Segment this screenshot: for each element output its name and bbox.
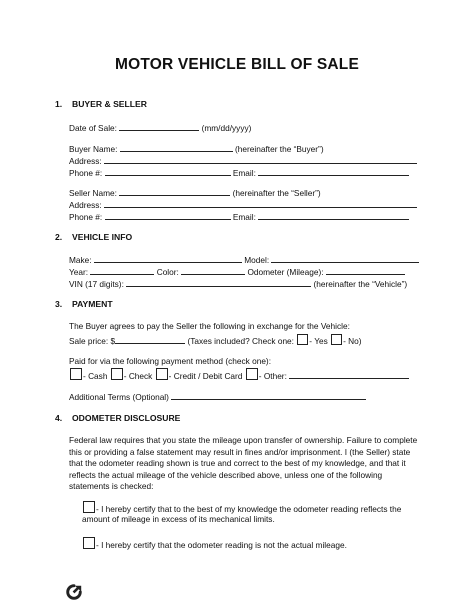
model-label: Model: <box>244 255 270 265</box>
check-checkbox[interactable] <box>111 368 123 380</box>
seller-name-row <box>69 187 321 198</box>
section-number: 1. <box>55 99 63 109</box>
taxes-yes-label: - Yes <box>309 336 328 346</box>
cash-label: - Cash <box>83 371 108 381</box>
section-heading-payment <box>55 299 113 309</box>
other-checkbox[interactable] <box>246 368 258 380</box>
seller-email-field[interactable] <box>258 211 409 220</box>
vin-label: VIN (17 digits): <box>69 279 124 289</box>
odometer-label: Odometer (Mileage): <box>247 267 324 277</box>
credit-label: - Credit / Debit Card <box>168 371 243 381</box>
date-field[interactable] <box>119 122 199 131</box>
taxes-no-checkbox[interactable] <box>331 334 342 345</box>
section-title: BUYER & SELLER <box>72 99 147 109</box>
seller-email-label: Email: <box>232 212 256 222</box>
buyer-name-field[interactable] <box>120 143 233 152</box>
section-title: VEHICLE INFO <box>72 232 133 242</box>
buyer-email-label: Email: <box>232 168 256 178</box>
section-number: 4. <box>55 413 63 423</box>
odometer-field[interactable] <box>326 266 405 275</box>
buyer-email-field[interactable] <box>258 167 409 176</box>
buyer-address-label: Address: <box>69 156 102 166</box>
buyer-contact-row <box>69 167 409 178</box>
seller-address-field[interactable] <box>104 199 417 208</box>
odometer-statement-2 <box>82 537 347 550</box>
model-field[interactable] <box>271 254 419 263</box>
seller-address-row <box>69 199 417 210</box>
vin-row <box>69 278 407 289</box>
year-color-odometer-row <box>69 266 405 277</box>
buyer-name-label: Buyer Name: <box>69 144 118 154</box>
color-label: Color: <box>156 267 179 277</box>
make-field[interactable] <box>94 254 242 263</box>
sale-price-field[interactable] <box>115 335 185 344</box>
forms-logo-icon <box>65 583 83 601</box>
year-label: Year: <box>69 267 89 277</box>
section-heading-odometer-disclosure <box>55 413 180 423</box>
section-title: PAYMENT <box>72 299 113 309</box>
additional-terms-label: Additional Terms (Optional) <box>69 392 169 402</box>
seller-name-field[interactable] <box>119 187 230 196</box>
date-format-hint: (mm/dd/yyyy) <box>201 123 252 133</box>
date-label: Date of Sale: <box>69 123 117 133</box>
section-title: ODOMETER DISCLOSURE <box>72 413 181 423</box>
seller-suffix: (hereinafter the “Seller”) <box>232 188 321 198</box>
seller-contact-row <box>69 211 409 222</box>
odometer-disclosure-paragraph: Federal law requires that you state the mileage upon transfer of ownership. Failure to complete this or providing a false statement may result in fines and/or imprisonment. I (the Seller) state that the odometer reading shown is true and correct to the best of my knowledge, and that it reflects the actual mileage of the vehicle described above, unless one of the following statements is checked: <box>69 435 418 492</box>
date-of-sale-row <box>69 122 251 133</box>
payment-intro: The Buyer agrees to pay the Seller the following in exchange for the Vehicle: <box>69 321 350 331</box>
additional-terms-field[interactable] <box>171 391 366 400</box>
sale-price-row <box>69 334 362 346</box>
section-heading-vehicle-info <box>55 232 132 242</box>
other-label: - Other: <box>258 371 287 381</box>
buyer-phone-field[interactable] <box>105 167 231 176</box>
check-label: - Check <box>123 371 153 381</box>
make-label: Make: <box>69 255 92 265</box>
section-number: 3. <box>55 299 63 309</box>
buyer-suffix: (hereinafter the “Buyer”) <box>235 144 324 154</box>
vin-suffix: (hereinafter the “Vehicle”) <box>313 279 408 289</box>
section-number: 2. <box>55 232 63 242</box>
payment-method-row <box>69 368 409 381</box>
seller-address-label: Address: <box>69 200 102 210</box>
credit-card-checkbox[interactable] <box>156 368 168 380</box>
year-field[interactable] <box>90 266 154 275</box>
statement-1-line-2: amount of mileage in excess of its mechanical limits. <box>82 514 275 524</box>
taxes-no-label: - No) <box>343 336 362 346</box>
cash-checkbox[interactable] <box>70 368 82 380</box>
buyer-phone-label: Phone #: <box>69 168 103 178</box>
statement-2-text: - I hereby certify that the odometer reading is not the actual mileage. <box>96 540 347 550</box>
section-heading-buyer-seller <box>55 99 147 109</box>
seller-phone-field[interactable] <box>105 211 231 220</box>
vin-field[interactable] <box>126 278 311 287</box>
statement-2-checkbox[interactable] <box>83 537 95 549</box>
other-field[interactable] <box>289 370 409 379</box>
seller-name-label: Seller Name: <box>69 188 117 198</box>
make-model-row <box>69 254 419 265</box>
color-field[interactable] <box>181 266 245 275</box>
buyer-name-row <box>69 143 324 154</box>
taxes-yes-checkbox[interactable] <box>297 334 308 345</box>
additional-terms-row <box>69 391 366 402</box>
sale-price-label: Sale price: $ <box>69 336 116 346</box>
seller-phone-label: Phone #: <box>69 212 103 222</box>
odometer-statement-1 <box>82 501 401 514</box>
statement-1-checkbox[interactable] <box>83 501 95 513</box>
buyer-address-row <box>69 155 417 166</box>
taxes-label: (Taxes included? Check one: <box>187 336 294 346</box>
page-title: MOTOR VEHICLE BILL OF SALE <box>114 56 360 73</box>
statement-1-line-1: - I hereby certify that to the best of my knowledge the odometer reading reflects the <box>96 504 402 514</box>
buyer-address-field[interactable] <box>104 155 417 164</box>
payment-method-intro: Paid for via the following payment method (check one): <box>69 356 271 366</box>
